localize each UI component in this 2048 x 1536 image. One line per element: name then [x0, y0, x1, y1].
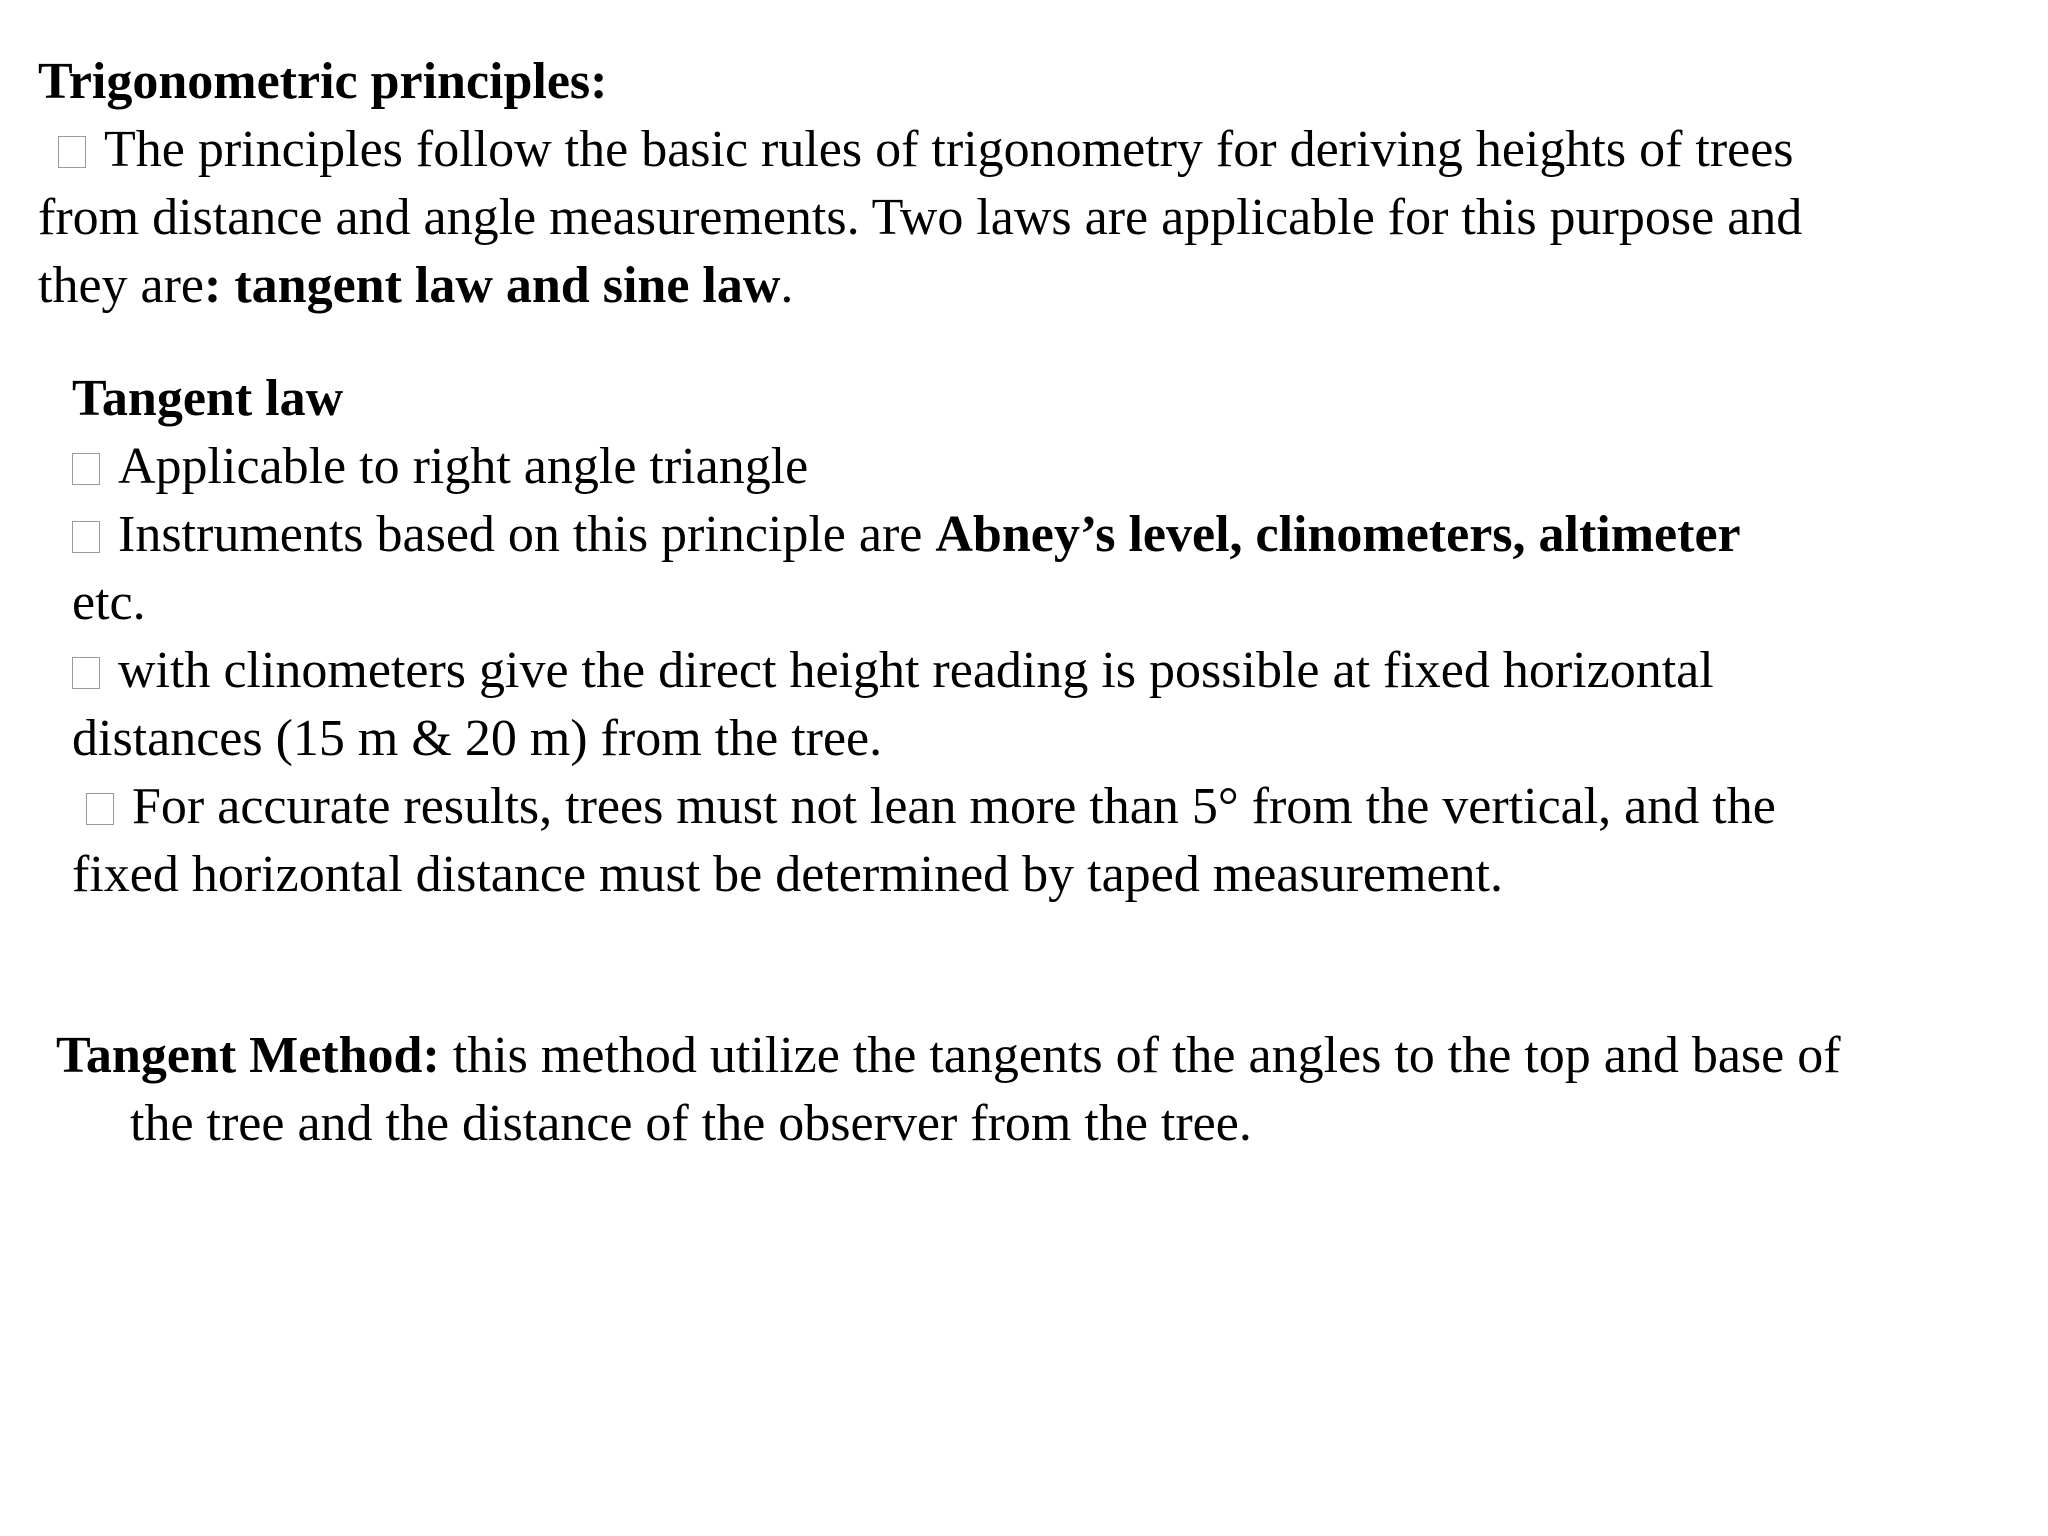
bullet-item [72, 773, 1776, 841]
bullet-continuation: fixed horizontal distance must be determined by taped measurement. [72, 846, 1503, 903]
bullet-item [72, 501, 1776, 569]
bullet-item [72, 637, 1776, 705]
bullet-continuation: etc. [72, 574, 146, 631]
box-bullet-icon [58, 136, 86, 168]
bullet-text: with clinometers give the direct height reading is possible at fixed horizontal [118, 642, 1714, 699]
paragraph-line: the tree and the distance of the observer from the tree. [130, 1095, 1252, 1152]
bullet-continuation: distances (15 m & 20 m) from the tree. [72, 710, 883, 767]
box-bullet-icon [72, 521, 100, 553]
bullet-bold-text: Abney’s level, clinometers, altimeter [935, 506, 1741, 563]
paragraph-line: from distance and angle measurements. Two laws are applicable for this purpose and [38, 189, 1803, 246]
section-heading: Tangent law [72, 370, 344, 427]
bullet-item [72, 433, 1776, 501]
paragraph-line [38, 252, 1802, 320]
box-bullet-icon [72, 453, 100, 485]
paragraph-bold-text: : tangent law and sine law [204, 257, 781, 314]
bullet-text: Instruments based on this principle are [118, 506, 936, 563]
method-label: Tangent Method: [56, 1027, 440, 1084]
section-heading: Trigonometric principles: [38, 53, 608, 110]
paragraph-text: The principles follow the basic rules of trigonometry for deriving heights of trees [104, 121, 1794, 178]
trigonometric-principles-section [38, 48, 1802, 320]
paragraph-line [38, 116, 1802, 184]
paragraph-text: . [780, 257, 794, 314]
bullet-text: Applicable to right angle triangle [118, 438, 809, 495]
tangent-method-section [56, 1022, 1841, 1158]
box-bullet-icon [72, 657, 100, 689]
tangent-law-section [72, 365, 1776, 909]
paragraph-text: they are [38, 257, 205, 314]
box-bullet-icon [86, 793, 114, 825]
paragraph-line [56, 1022, 1841, 1090]
paragraph-text: this method utilize the tangents of the angles to the top and base of [439, 1027, 1841, 1084]
bullet-text: For accurate results, trees must not lean more than 5° from the vertical, and the [132, 778, 1776, 835]
